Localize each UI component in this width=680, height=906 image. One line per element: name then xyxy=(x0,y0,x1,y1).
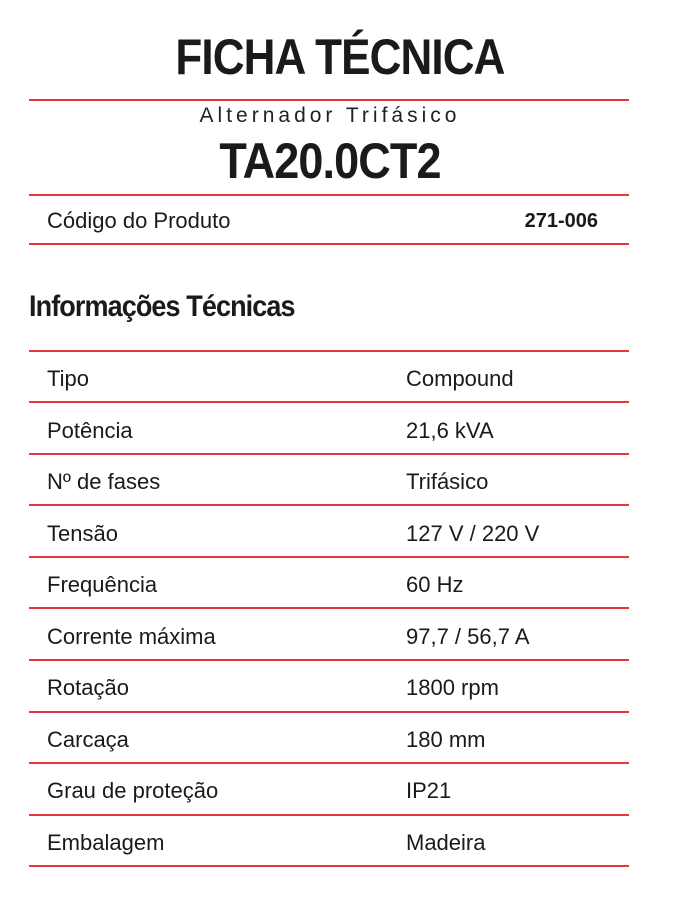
spec-value: 60 Hz xyxy=(406,572,464,597)
spec-value: 1800 rpm xyxy=(406,675,499,700)
table-row xyxy=(29,764,629,815)
product-code-value: 271-006 xyxy=(524,210,598,232)
table-row xyxy=(29,816,629,867)
table-row xyxy=(29,713,629,764)
spec-label: Tensão xyxy=(47,521,118,546)
spec-value: Compound xyxy=(406,366,514,391)
spec-label: Rotação xyxy=(47,675,129,700)
spec-label: Potência xyxy=(47,418,133,443)
spec-value: 97,7 / 56,7 A xyxy=(406,624,530,649)
table-row xyxy=(29,507,629,558)
divider xyxy=(29,401,629,403)
product-model: TA20.0CT2 xyxy=(219,133,441,189)
page-title: FICHA TÉCNICA xyxy=(175,29,505,85)
product-subtitle: Alternador Trifásico xyxy=(199,104,461,127)
table-row xyxy=(29,455,629,506)
spec-label: Carcaça xyxy=(47,727,129,752)
table-row xyxy=(29,352,629,403)
section-title: Informações Técnicas xyxy=(29,290,295,323)
divider xyxy=(29,99,629,101)
divider xyxy=(29,243,629,245)
divider xyxy=(29,865,629,867)
table-row xyxy=(29,661,629,712)
table-row xyxy=(29,610,629,661)
spec-value: Madeira xyxy=(406,830,486,855)
spec-label: Embalagem xyxy=(47,830,165,855)
spec-label: Corrente máxima xyxy=(47,624,216,649)
spec-label: Frequência xyxy=(47,572,158,597)
table-row xyxy=(29,404,629,455)
divider xyxy=(29,607,629,609)
spec-label: Grau de proteção xyxy=(47,778,219,803)
spec-value: IP21 xyxy=(406,778,452,803)
table-row xyxy=(29,558,629,609)
product-code-label: Código do Produto xyxy=(47,208,231,233)
spec-value: 180 mm xyxy=(406,727,486,752)
spec-value: 21,6 kVA xyxy=(406,418,494,443)
spec-label: Tipo xyxy=(47,366,89,391)
spec-label: Nº de fases xyxy=(47,469,161,494)
spec-value: 127 V / 220 V xyxy=(406,521,540,546)
divider xyxy=(29,504,629,506)
spec-value: Trifásico xyxy=(406,469,489,494)
divider xyxy=(29,194,629,196)
